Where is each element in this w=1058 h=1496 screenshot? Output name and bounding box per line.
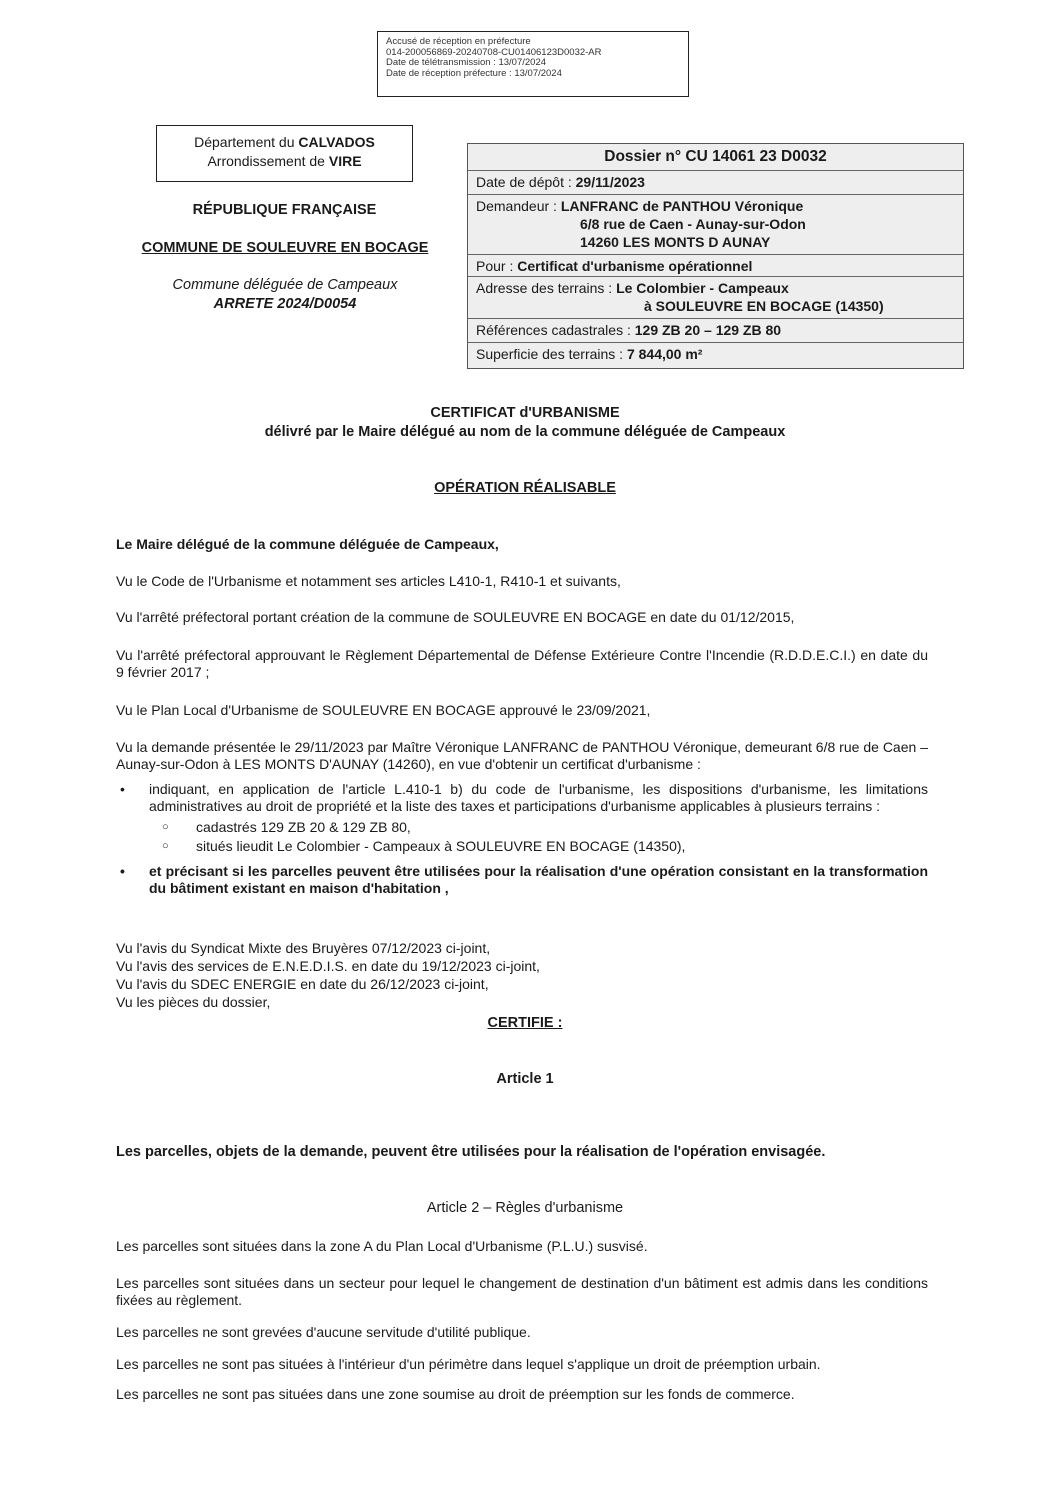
certificat-subtitle: délivré par le Maire délégué au nom de la commune déléguée de Campeaux xyxy=(264,424,786,440)
vu-code-urbanisme: Vu le Code de l'Urbanisme et notamment ses articles L410-1, R410-1 et suivants, xyxy=(116,573,621,589)
dossier-number: Dossier n° CU 14061 23 D0032 xyxy=(468,144,963,171)
commune-deleguee: Commune déléguée de Campeaux xyxy=(172,277,398,293)
certifie-heading: CERTIFIE : xyxy=(487,1015,563,1031)
dossier-info-table xyxy=(467,143,964,369)
dossier-demandeur-row: Demandeur : LANFRANC de PANTHOU Véronique 6/8 rue de Caen - Aunay-sur-Odon 14260 LES MONTS D AUNAY xyxy=(468,195,963,255)
article1-title: Article 1 xyxy=(496,1071,554,1087)
vu-pieces-dossier: Vu les pièces du dossier, xyxy=(116,994,271,1010)
list-item: • indiquant, en application de l'article L.410-1 b) du code de l'urbanisme, les dispositions d'urbanisme, les limitations administratives au droit de propriété et la liste des taxes et participations d'urbanisme applicables à plusieurs terrains : xyxy=(120,781,928,814)
receipt-reception-date: Date de réception préfecture : 13/07/2024 xyxy=(386,67,562,79)
vu-avis-sdec: Vu l'avis du SDEC ENERGIE en date du 26/12/2023 ci-joint, xyxy=(116,976,489,992)
circle-bullet-icon: ○ xyxy=(162,840,169,852)
vu-arrete-creation: Vu l'arrêté préfectoral portant création de la commune de SOULEUVRE EN BOCAGE en date du 01/12/2015, xyxy=(116,609,795,625)
receipt-reference: 014-200056869-20240708-CU01406123D0032-AR xyxy=(386,46,602,58)
department-box xyxy=(156,125,413,182)
vu-demande: Vu la demande présentée le 29/11/2023 par Maître Véronique LANFRANC de PANTHOU Véronique, demeurant 6/8 rue de Caen – Aunay-sur-Odon à LES MONTS D'AUNAY (14260), en vue d'obtenir un certificat d'urbanisme : xyxy=(116,739,928,772)
list-item: ○ cadastrés 129 ZB 20 & 129 ZB 80, xyxy=(162,819,411,835)
receipt-transmission-date: Date de télétransmission : 13/07/2024 xyxy=(386,57,547,68)
dossier-refs-row: Références cadastrales : 129 ZB 20 – 129 ZB 80 xyxy=(468,319,963,343)
list-item: ○ situés lieudit Le Colombier - Campeaux à SOULEUVRE EN BOCAGE (14350), xyxy=(162,838,686,854)
bullet-icon: • xyxy=(120,863,125,879)
vu-avis-enedis: Vu l'avis des services de E.N.E.D.I.S. en date du 19/12/2023 ci-joint, xyxy=(116,958,540,974)
demande-bullet-list xyxy=(116,781,928,897)
vu-rddeci: Vu l'arrêté préfectoral approuvant le Règlement Départemental de Défense Extérieure Contre l'Incendie (R.D.D.E.C.I.) en date du 9 février 2017 ; xyxy=(116,647,928,680)
vu-plu: Vu le Plan Local d'Urbanisme de SOULEUVRE EN BOCAGE approuvé le 23/09/2021, xyxy=(116,702,651,718)
dossier-pour-row: Pour : Certificat d'urbanisme opérationnel xyxy=(468,255,963,277)
dossier-adresse-row: Adresse des terrains : Le Colombier - Campeaux à SOULEUVRE EN BOCAGE (14350) xyxy=(468,277,963,319)
maire-paragraph: Le Maire délégué de la commune déléguée de Campeaux, xyxy=(116,536,499,552)
article2-title: Article 2 – Règles d'urbanisme xyxy=(426,1200,624,1216)
receipt-line: Accusé de réception en préfecture xyxy=(386,36,531,47)
dossier-superficie-row: Superficie des terrains : 7 844,00 m² xyxy=(476,346,703,362)
list-item: • et précisant si les parcelles peuvent être utilisées pour la réalisation d'une opération consistant en la transformation du bâtiment existant en maison d'habitation , xyxy=(120,863,928,896)
arrete-number: ARRETE 2024/D0054 xyxy=(213,296,357,312)
commune-heading: COMMUNE DE SOULEUVRE EN BOCAGE xyxy=(141,240,429,256)
dossier-depot-row: Date de dépôt : 29/11/2023 xyxy=(468,171,963,195)
article2-paragraph: Les parcelles ne sont pas situées à l'intérieur d'un périmètre dans lequel s'applique un droit de préemption urbain. xyxy=(116,1356,821,1372)
article2-paragraph: Les parcelles sont situées dans un secteur pour lequel le changement de destination d'un bâtiment est admis dans les conditions fixées au règlement. xyxy=(116,1275,928,1308)
republic-heading: RÉPUBLIQUE FRANÇAISE xyxy=(192,202,377,218)
certificat-title: CERTIFICAT d'URBANISME xyxy=(430,405,620,421)
article2-paragraph: Les parcelles sont situées dans la zone A du Plan Local d'Urbanisme (P.L.U.) susvisé. xyxy=(116,1238,648,1254)
article2-paragraph: Les parcelles ne sont pas situées dans une zone soumise au droit de préemption sur les fonds de commerce. xyxy=(116,1386,795,1402)
circle-bullet-icon: ○ xyxy=(162,821,169,833)
article2-paragraph: Les parcelles ne sont grevées d'aucune servitude d'utilité publique. xyxy=(116,1324,531,1340)
vu-avis-syndicat: Vu l'avis du Syndicat Mixte des Bruyères 07/12/2023 ci-joint, xyxy=(116,940,491,956)
prefecture-receipt-box xyxy=(377,31,689,97)
arrondissement-line: Arrondissement de VIRE xyxy=(207,153,362,169)
operation-status: OPÉRATION RÉALISABLE xyxy=(434,480,616,496)
article1-text: Les parcelles, objets de la demande, peuvent être utilisées pour la réalisation de l'opération envisagée. xyxy=(116,1144,826,1160)
department-line: Département du CALVADOS xyxy=(194,134,375,150)
bullet-icon: • xyxy=(120,781,125,797)
